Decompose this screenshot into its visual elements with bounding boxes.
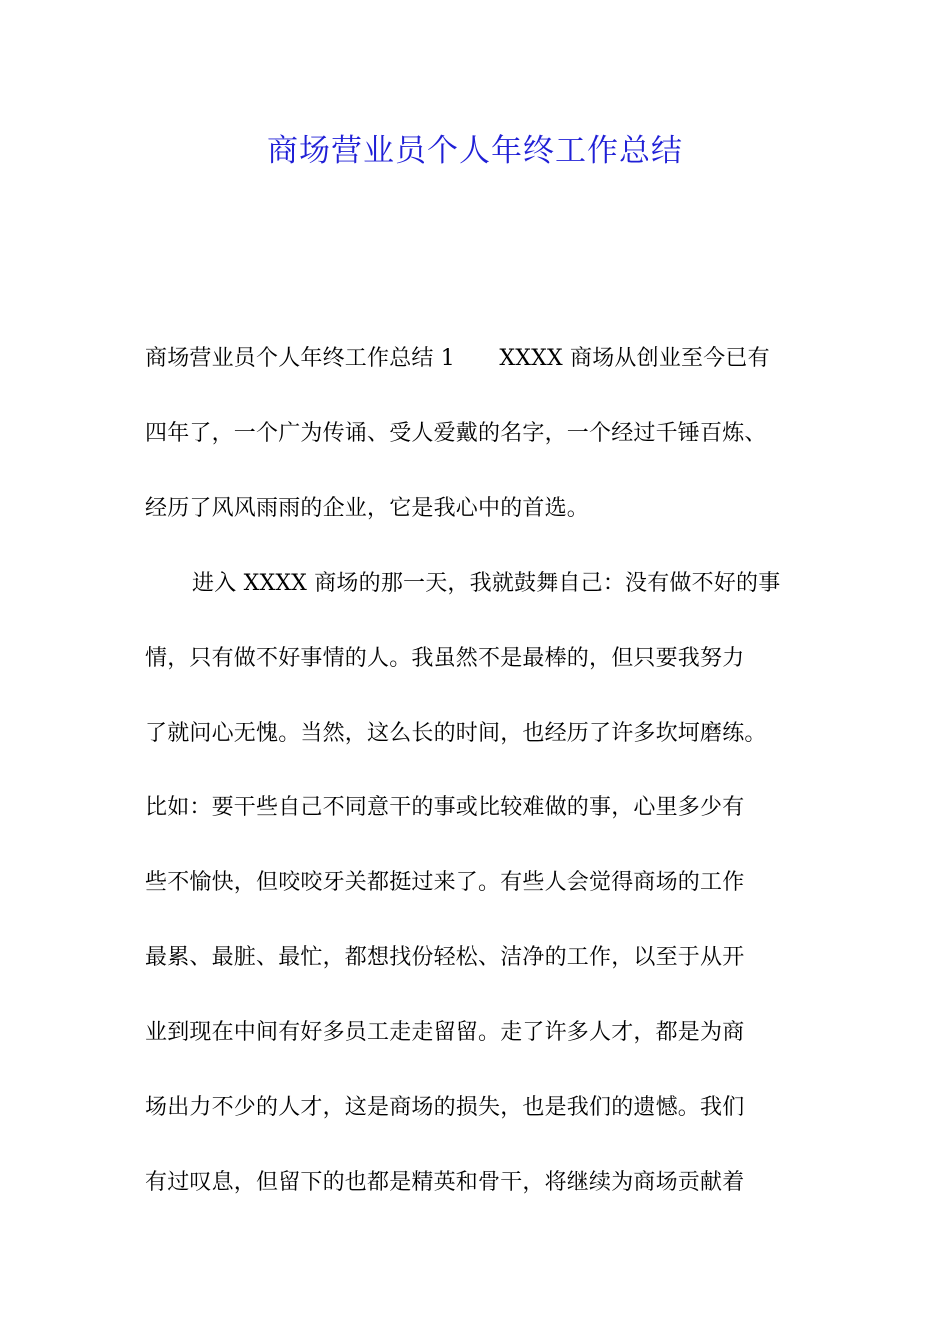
paragraph-line: 最累、最脏、最忙，都想找份轻松、洁净的工作，以至于从开	[145, 945, 745, 970]
paragraph-line: 四年了，一个广为传诵、受人爱戴的名字，一个经过千锤百炼、	[145, 421, 767, 446]
paragraph-line: 进入 XXXX 商场的那一天，我就鼓舞自己：没有做不好的事	[192, 571, 781, 596]
paragraph-line: 些不愉快，但咬咬牙关都挺过来了。有些人会觉得商场的工作	[145, 870, 745, 895]
paragraph-line: 业到现在中间有好多员工走走留留。走了许多人才，都是为商	[145, 1020, 745, 1045]
paragraph-line: 情，只有做不好事情的人。我虽然不是最棒的，但只要我努力	[145, 646, 745, 671]
paragraph-line: 了就问心无愧。当然，这么长的时间，也经历了许多坎坷磨练。	[145, 721, 767, 746]
paragraph-line: 经历了风风雨雨的企业，它是我心中的首选。	[145, 496, 590, 521]
document-title: 商场营业员个人年终工作总结	[267, 133, 683, 169]
paragraph-line: 商场营业员个人年终工作总结 1 XXXX 商场从创业至今已有	[145, 346, 770, 371]
paragraph-line: 有过叹息，但留下的也都是精英和骨干，将继续为商场贡献着	[145, 1170, 745, 1195]
paragraph-line: 场出力不少的人才，这是商场的损失，也是我们的遗憾。我们	[145, 1095, 745, 1120]
paragraph-line: 比如：要干些自己不同意干的事或比较难做的事，心里多少有	[145, 795, 745, 820]
